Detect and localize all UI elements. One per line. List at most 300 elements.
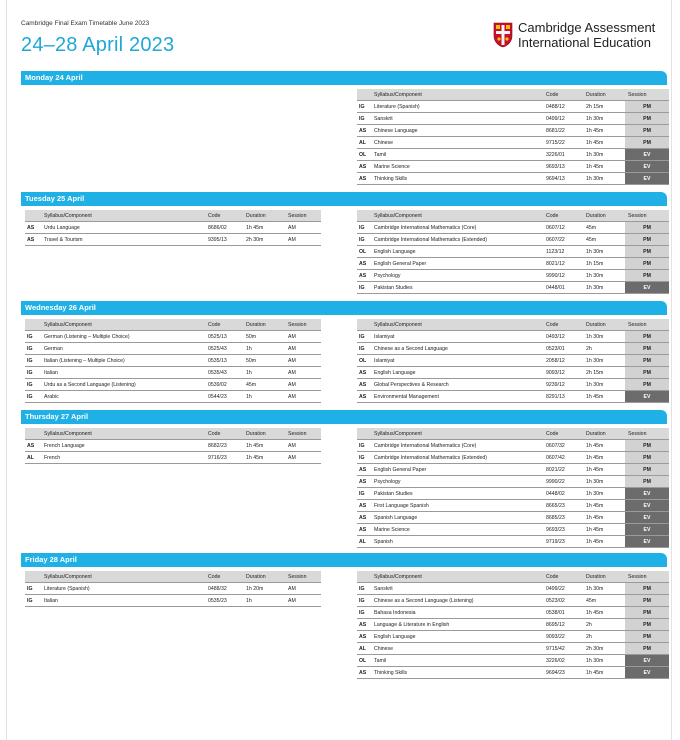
duration-cell: 1h 30m — [583, 282, 625, 294]
session-badge: PM — [625, 607, 669, 619]
code-cell: 8021/12 — [543, 258, 583, 270]
code-cell: 8695/12 — [543, 619, 583, 631]
code-cell: 0488/12 — [543, 101, 583, 113]
cambridge-logo — [493, 20, 663, 52]
subject-cell: Cambridge International Mathematics (Core) — [371, 440, 543, 452]
table-row — [25, 343, 321, 355]
session-badge: AM — [285, 583, 321, 595]
table-row — [357, 512, 669, 524]
duration-cell: 1h 45m — [583, 161, 625, 173]
logo-line-2: International Education — [518, 35, 651, 50]
subject-cell: Islamiyat — [371, 355, 543, 367]
level-cell: AL — [357, 536, 371, 548]
session-badge: EV — [625, 512, 669, 524]
level-cell: AL — [25, 452, 41, 464]
table-row — [357, 246, 669, 258]
session-badge: PM — [625, 452, 669, 464]
code-header: Code — [543, 89, 583, 101]
code-header: Code — [205, 210, 243, 222]
subject-cell: Global Perspectives & Research — [371, 379, 543, 391]
table-row — [357, 234, 669, 246]
level-cell: AS — [357, 619, 371, 631]
subject-cell: Italian (Listening – Multiple Choice) — [41, 355, 205, 367]
duration-cell: 2h — [583, 631, 625, 643]
duration-cell: 1h 45m — [583, 391, 625, 403]
syllabus-header: Syllabus/Component — [41, 571, 205, 583]
subject-cell: Sanskrit — [371, 583, 543, 595]
level-cell: AS — [357, 524, 371, 536]
session-badge: PM — [625, 367, 669, 379]
level-cell: AS — [357, 500, 371, 512]
code-header: Code — [205, 571, 243, 583]
session-badge: EV — [625, 149, 669, 161]
subject-cell: Cambridge International Mathematics (Extended) — [371, 234, 543, 246]
right-session-table — [357, 571, 669, 679]
syllabus-header: Syllabus/Component — [41, 210, 205, 222]
left-session-table — [25, 210, 321, 246]
day-label: Wednesday 26 April — [25, 303, 96, 312]
subject-cell: Bahasa Indonesia — [371, 607, 543, 619]
duration-cell: 1h 45m — [583, 667, 625, 679]
duration-cell: 2h — [583, 343, 625, 355]
table-row — [25, 331, 321, 343]
subject-cell: Italian — [41, 367, 205, 379]
day-label: Thursday 27 April — [25, 412, 89, 421]
day-label: Tuesday 25 April — [25, 194, 85, 203]
table-row — [357, 367, 669, 379]
table-row — [357, 643, 669, 655]
level-cell: AS — [357, 631, 371, 643]
table-row — [357, 125, 669, 137]
subject-cell: Marine Science — [371, 524, 543, 536]
session-header: Session — [625, 210, 669, 222]
code-cell: 9715/22 — [543, 137, 583, 149]
table-row — [357, 631, 669, 643]
table-row — [357, 355, 669, 367]
level-cell: AS — [357, 125, 371, 137]
subject-cell: French Language — [41, 440, 205, 452]
subject-cell: Environmental Management — [371, 391, 543, 403]
duration-cell: 2h 15m — [583, 367, 625, 379]
level-cell: IG — [25, 343, 41, 355]
duration-cell: 50m — [243, 331, 285, 343]
right-session-table — [357, 210, 669, 294]
table-row — [357, 343, 669, 355]
subject-cell: Chinese Language — [371, 125, 543, 137]
day-header-bar — [21, 301, 667, 315]
duration-cell: 2h 15m — [583, 101, 625, 113]
subject-cell: English General Paper — [371, 258, 543, 270]
subject-cell: Cambridge International Mathematics (Core) — [371, 222, 543, 234]
level-header — [25, 428, 41, 440]
duration-cell: 1h 45m — [583, 512, 625, 524]
duration-header: Duration — [243, 428, 285, 440]
code-cell: 9093/22 — [543, 631, 583, 643]
level-cell: AS — [357, 379, 371, 391]
level-cell: OL — [357, 655, 371, 667]
session-header: Session — [285, 428, 321, 440]
duration-header: Duration — [583, 319, 625, 331]
level-cell: IG — [357, 343, 371, 355]
session-badge: EV — [625, 161, 669, 173]
session-header: Session — [625, 89, 669, 101]
duration-cell: 1h 30m — [583, 246, 625, 258]
code-cell: 0535/43 — [205, 367, 243, 379]
level-cell: AS — [25, 234, 41, 246]
table-row — [25, 379, 321, 391]
code-cell: 0525/43 — [205, 343, 243, 355]
session-badge: EV — [625, 536, 669, 548]
subject-cell: Sanskrit — [371, 113, 543, 125]
table-row — [357, 500, 669, 512]
table-row — [357, 149, 669, 161]
session-header: Session — [625, 571, 669, 583]
subject-cell: Urdu Language — [41, 222, 205, 234]
table-row — [357, 173, 669, 185]
subject-cell: Pakistan Studies — [371, 282, 543, 294]
duration-header: Duration — [243, 571, 285, 583]
duration-cell: 2h 30m — [243, 234, 285, 246]
code-cell: 9719/23 — [543, 536, 583, 548]
duration-cell: 1h 30m — [583, 355, 625, 367]
level-cell: IG — [357, 113, 371, 125]
code-cell: 9990/12 — [543, 270, 583, 282]
day-label: Monday 24 April — [25, 73, 83, 82]
code-cell: 0525/13 — [205, 331, 243, 343]
subject-cell: Chinese — [371, 643, 543, 655]
session-badge: PM — [625, 631, 669, 643]
table-row — [357, 101, 669, 113]
duration-cell: 1h 45m — [583, 440, 625, 452]
table-row — [357, 222, 669, 234]
table-header-row — [357, 428, 669, 440]
level-header — [357, 319, 371, 331]
code-cell: 9693/13 — [543, 161, 583, 173]
level-cell: AS — [357, 391, 371, 403]
level-cell: OL — [357, 149, 371, 161]
code-cell: 8685/23 — [543, 512, 583, 524]
level-cell: AS — [357, 667, 371, 679]
syllabus-header: Syllabus/Component — [371, 210, 543, 222]
level-header — [25, 319, 41, 331]
session-badge: AM — [285, 391, 321, 403]
code-cell: 9716/23 — [205, 452, 243, 464]
level-cell: IG — [357, 452, 371, 464]
table-row — [357, 331, 669, 343]
code-cell: 9715/42 — [543, 643, 583, 655]
session-badge: EV — [625, 488, 669, 500]
day-header-bar — [21, 553, 667, 567]
table-row — [357, 270, 669, 282]
duration-cell: 1h 45m — [583, 125, 625, 137]
level-header — [357, 571, 371, 583]
duration-cell: 1h 30m — [583, 331, 625, 343]
level-cell: AS — [357, 161, 371, 173]
level-cell: AL — [357, 643, 371, 655]
code-cell: 0607/42 — [543, 452, 583, 464]
code-cell: 0539/02 — [205, 379, 243, 391]
table-row — [25, 222, 321, 234]
code-cell: 0493/12 — [543, 331, 583, 343]
level-cell: IG — [25, 595, 41, 607]
code-cell: 9693/23 — [543, 524, 583, 536]
session-header: Session — [285, 210, 321, 222]
table-row — [357, 524, 669, 536]
code-cell: 0607/12 — [543, 222, 583, 234]
table-header-row — [25, 319, 321, 331]
code-cell: 9694/23 — [543, 667, 583, 679]
session-badge: PM — [625, 440, 669, 452]
session-badge: PM — [625, 583, 669, 595]
syllabus-header: Syllabus/Component — [371, 428, 543, 440]
session-badge: PM — [625, 234, 669, 246]
table-header-row — [357, 571, 669, 583]
document-header: Cambridge Final Exam Timetable June 2023 — [21, 20, 150, 27]
level-cell: AS — [357, 367, 371, 379]
subject-cell: English Language — [371, 246, 543, 258]
level-cell: IG — [357, 282, 371, 294]
table-row — [25, 367, 321, 379]
code-cell: 0499/12 — [543, 113, 583, 125]
session-badge: PM — [625, 113, 669, 125]
level-cell: IG — [357, 222, 371, 234]
session-badge: EV — [625, 500, 669, 512]
level-cell: IG — [25, 367, 41, 379]
level-cell: IG — [357, 488, 371, 500]
table-row — [357, 536, 669, 548]
level-cell: AS — [25, 222, 41, 234]
table-row — [25, 234, 321, 246]
code-cell: 9093/12 — [543, 367, 583, 379]
code-header: Code — [205, 319, 243, 331]
subject-cell: German — [41, 343, 205, 355]
level-cell: OL — [357, 246, 371, 258]
code-cell: 0544/23 — [205, 391, 243, 403]
table-header-row — [25, 428, 321, 440]
session-badge: PM — [625, 331, 669, 343]
level-cell: IG — [357, 583, 371, 595]
table-header-row — [357, 89, 669, 101]
code-cell: 0535/13 — [205, 355, 243, 367]
day-label: Friday 28 April — [25, 555, 77, 564]
session-badge: EV — [625, 173, 669, 185]
table-row — [357, 619, 669, 631]
session-badge: PM — [625, 476, 669, 488]
subject-cell: Tamil — [371, 149, 543, 161]
duration-cell: 45m — [583, 222, 625, 234]
session-badge: AM — [285, 234, 321, 246]
session-badge: PM — [625, 619, 669, 631]
session-badge: AM — [285, 440, 321, 452]
subject-cell: Chinese — [371, 137, 543, 149]
duration-header: Duration — [583, 428, 625, 440]
duration-header: Duration — [583, 571, 625, 583]
code-cell: 9239/12 — [543, 379, 583, 391]
syllabus-header: Syllabus/Component — [41, 428, 205, 440]
subject-cell: Travel & Tourism — [41, 234, 205, 246]
table-row — [357, 595, 669, 607]
session-badge: PM — [625, 355, 669, 367]
level-cell: AS — [357, 476, 371, 488]
code-cell: 0523/02 — [543, 595, 583, 607]
session-badge: AM — [285, 367, 321, 379]
level-cell: AS — [357, 512, 371, 524]
duration-cell: 1h — [243, 343, 285, 355]
duration-header: Duration — [243, 319, 285, 331]
session-badge: PM — [625, 343, 669, 355]
logo-line-1: Cambridge Assessment — [518, 20, 656, 35]
day-header-bar — [21, 71, 667, 85]
session-badge: PM — [625, 125, 669, 137]
table-header-row — [25, 210, 321, 222]
code-cell: 8021/22 — [543, 464, 583, 476]
session-badge: PM — [625, 643, 669, 655]
duration-cell: 1h 30m — [583, 173, 625, 185]
right-session-table — [357, 89, 669, 185]
subject-cell: Cambridge International Mathematics (Extended) — [371, 452, 543, 464]
duration-cell: 1h 45m — [583, 464, 625, 476]
duration-cell: 45m — [583, 595, 625, 607]
code-cell: 0448/02 — [543, 488, 583, 500]
session-badge: AM — [285, 222, 321, 234]
table-row — [357, 113, 669, 125]
code-cell: 3226/01 — [543, 149, 583, 161]
table-row — [357, 282, 669, 294]
subject-cell: English Language — [371, 631, 543, 643]
code-cell: 9990/22 — [543, 476, 583, 488]
code-header: Code — [543, 428, 583, 440]
level-header — [25, 571, 41, 583]
subject-cell: First Language Spanish — [371, 500, 543, 512]
level-cell: IG — [25, 355, 41, 367]
day-header-bar — [21, 410, 667, 424]
session-badge: EV — [625, 391, 669, 403]
level-header — [25, 210, 41, 222]
duration-cell: 1h — [243, 391, 285, 403]
level-cell: IG — [357, 607, 371, 619]
code-header: Code — [543, 571, 583, 583]
table-row — [357, 440, 669, 452]
level-header — [357, 428, 371, 440]
session-badge: PM — [625, 246, 669, 258]
level-cell: IG — [357, 595, 371, 607]
table-row — [357, 476, 669, 488]
table-row — [25, 452, 321, 464]
subject-cell: Tamil — [371, 655, 543, 667]
syllabus-header: Syllabus/Component — [41, 319, 205, 331]
code-cell: 8681/22 — [543, 125, 583, 137]
code-cell: 0488/32 — [205, 583, 243, 595]
subject-cell: Thinking Skills — [371, 173, 543, 185]
code-cell: 1123/12 — [543, 246, 583, 258]
timetable-page — [6, 0, 672, 740]
duration-cell: 1h 45m — [243, 222, 285, 234]
subject-cell: French — [41, 452, 205, 464]
duration-cell: 1h 30m — [583, 149, 625, 161]
duration-cell: 1h 45m — [583, 536, 625, 548]
subject-cell: Psychology — [371, 270, 543, 282]
session-header: Session — [625, 428, 669, 440]
level-cell: AS — [357, 464, 371, 476]
session-badge: PM — [625, 101, 669, 113]
code-cell: 8291/13 — [543, 391, 583, 403]
level-cell: AS — [357, 270, 371, 282]
table-header-row — [357, 210, 669, 222]
level-cell: AS — [25, 440, 41, 452]
duration-cell: 1h 45m — [583, 524, 625, 536]
code-header: Code — [543, 319, 583, 331]
subject-cell: Pakistan Studies — [371, 488, 543, 500]
table-row — [357, 161, 669, 173]
right-session-table — [357, 319, 669, 403]
subject-cell: Italian — [41, 595, 205, 607]
level-cell: IG — [357, 101, 371, 113]
day-header-bar — [21, 192, 667, 206]
session-badge: EV — [625, 524, 669, 536]
table-row — [357, 379, 669, 391]
level-cell: IG — [25, 331, 41, 343]
duration-cell: 1h 45m — [583, 607, 625, 619]
session-badge: PM — [625, 258, 669, 270]
code-cell: 0607/32 — [543, 440, 583, 452]
table-row — [25, 440, 321, 452]
table-row — [25, 355, 321, 367]
cambridge-shield-icon — [493, 22, 513, 48]
level-header — [357, 210, 371, 222]
code-cell: 0523/01 — [543, 343, 583, 355]
session-badge: PM — [625, 137, 669, 149]
session-header: Session — [285, 571, 321, 583]
level-cell: IG — [25, 583, 41, 595]
duration-cell: 1h 45m — [583, 500, 625, 512]
duration-cell: 1h 30m — [583, 583, 625, 595]
level-cell: IG — [25, 379, 41, 391]
duration-cell: 1h 30m — [583, 655, 625, 667]
session-badge: EV — [625, 282, 669, 294]
code-cell: 2058/12 — [543, 355, 583, 367]
duration-cell: 1h — [243, 367, 285, 379]
table-row — [357, 464, 669, 476]
table-row — [357, 655, 669, 667]
table-row — [357, 667, 669, 679]
session-badge: AM — [285, 355, 321, 367]
duration-header: Duration — [583, 89, 625, 101]
subject-cell: Chinese as a Second Language — [371, 343, 543, 355]
table-row — [25, 391, 321, 403]
level-cell: AS — [357, 258, 371, 270]
code-cell: 8665/23 — [543, 500, 583, 512]
subject-cell: Literature (Spanish) — [41, 583, 205, 595]
subject-cell: Chinese as a Second Language (Listening) — [371, 595, 543, 607]
duration-cell: 1h 30m — [583, 113, 625, 125]
subject-cell: Literature (Spanish) — [371, 101, 543, 113]
code-cell: 0535/23 — [205, 595, 243, 607]
session-header: Session — [285, 319, 321, 331]
session-badge: PM — [625, 464, 669, 476]
duration-cell: 1h 45m — [243, 440, 285, 452]
session-badge: PM — [625, 379, 669, 391]
level-cell: IG — [357, 234, 371, 246]
table-row — [25, 583, 321, 595]
duration-cell: 1h 45m — [583, 452, 625, 464]
session-badge: PM — [625, 270, 669, 282]
duration-cell: 1h 20m — [243, 583, 285, 595]
subject-cell: Thinking Skills — [371, 667, 543, 679]
code-cell: 0538/01 — [543, 607, 583, 619]
subject-cell: Arabic — [41, 391, 205, 403]
table-row — [357, 391, 669, 403]
duration-cell: 45m — [243, 379, 285, 391]
